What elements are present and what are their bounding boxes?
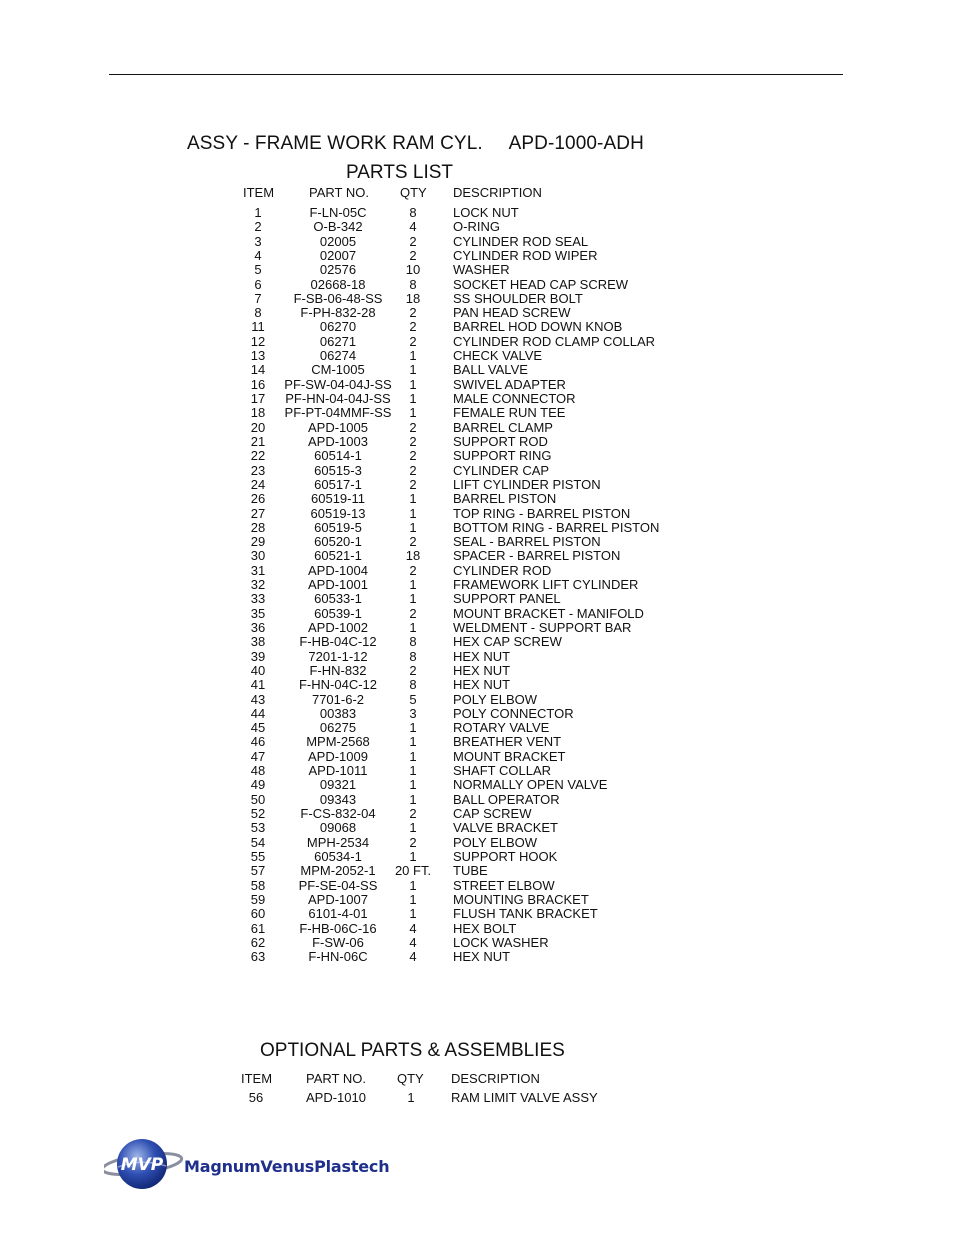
- part-no-cell: F-SW-06: [312, 934, 364, 950]
- description-cell: LOCK WASHER: [453, 934, 549, 950]
- part-no-cell: 60519-11: [311, 491, 365, 507]
- item-cell: 33: [250, 591, 266, 607]
- description-cell: CYLINDER ROD CLAMP COLLAR: [453, 333, 656, 349]
- qty-cell: 2: [409, 476, 417, 492]
- item-cell: 59: [250, 891, 266, 907]
- table-row: [0, 821, 954, 835]
- table-row: [0, 478, 954, 492]
- item-cell: 41: [250, 677, 266, 693]
- top-rule: [109, 74, 843, 75]
- table-row: [0, 206, 954, 220]
- part-no-cell: F-HN-06C: [308, 949, 368, 965]
- table-row: [0, 735, 954, 749]
- description-cell: HEX CAP SCREW: [453, 634, 562, 650]
- item-cell: 4: [254, 247, 262, 263]
- part-no-cell: 09068: [319, 820, 357, 836]
- part-no-cell: 09321: [319, 777, 357, 793]
- item-cell: 17: [250, 391, 266, 407]
- item-cell: 43: [250, 691, 266, 707]
- table-row: [0, 793, 954, 807]
- qty-cell: 1: [409, 820, 417, 836]
- item-cell: 7: [254, 290, 262, 306]
- item-cell: 3: [254, 233, 262, 249]
- part-no-cell: APD-1002: [308, 619, 368, 635]
- item-cell: 27: [250, 505, 266, 521]
- qty-cell: 8: [409, 205, 417, 220]
- opt-header-item: ITEM: [241, 1071, 273, 1086]
- item-cell: 2: [254, 219, 262, 235]
- item-cell: 11: [251, 319, 265, 335]
- item-cell: 57: [250, 863, 266, 879]
- item-cell: 23: [250, 462, 266, 478]
- opt-header-description: DESCRIPTION: [451, 1071, 540, 1086]
- qty-cell: 1: [409, 891, 417, 907]
- item-cell: 60: [250, 906, 266, 922]
- qty-cell: 1: [409, 906, 417, 922]
- item-cell: 44: [250, 705, 266, 721]
- part-no-cell: MPM-2568: [306, 734, 370, 750]
- table-row: [0, 721, 954, 735]
- description-cell: STREET ELBOW: [453, 877, 555, 893]
- header-part-no: PART NO.: [309, 185, 369, 200]
- description-cell: CYLINDER ROD WIPER: [453, 247, 598, 263]
- part-no-cell: 06275: [319, 720, 357, 736]
- part-no-cell: PF-SE-04-SS: [298, 877, 378, 893]
- description-cell: TOP RING - BARREL PISTON: [453, 505, 631, 521]
- part-no-cell: APD-1001: [308, 577, 368, 593]
- table-row: [0, 278, 954, 292]
- description-cell: BALL VALVE: [453, 362, 528, 378]
- qty-cell: 20 FT.: [394, 863, 432, 879]
- table-row: [0, 220, 954, 234]
- part-no-cell: APD-1004: [308, 562, 368, 578]
- qty-cell: 2: [409, 419, 417, 435]
- description-cell: HEX NUT: [453, 677, 511, 693]
- item-cell: 30: [250, 548, 266, 564]
- header-qty: QTY: [400, 185, 427, 200]
- table-row: [0, 549, 954, 563]
- optional-parts-heading: OPTIONAL PARTS & ASSEMBLIES: [260, 1040, 565, 1061]
- table-row: [0, 850, 954, 864]
- description-cell: LOCK NUT: [453, 205, 519, 220]
- item-cell: 32: [250, 577, 266, 593]
- part-no-cell: MPM-2052-1: [300, 863, 376, 879]
- description-cell: CYLINDER ROD SEAL: [453, 233, 589, 249]
- description-cell: HEX NUT: [453, 949, 511, 965]
- description-cell: BALL OPERATOR: [453, 791, 560, 807]
- table-row: [0, 807, 954, 821]
- mvp-globe-icon: [104, 1136, 188, 1198]
- description-cell: LIFT CYLINDER PISTON: [453, 476, 601, 492]
- table-row: [0, 1091, 954, 1105]
- table-row: [0, 592, 954, 606]
- qty-cell: 1: [409, 748, 417, 764]
- part-no-cell: PF-SW-04-04J-SS: [284, 376, 392, 392]
- item-cell: 1: [254, 205, 262, 220]
- table-row: [0, 421, 954, 435]
- table-row: [0, 922, 954, 936]
- description-cell: FEMALE RUN TEE: [453, 405, 566, 421]
- part-no-cell: 09343: [319, 791, 357, 807]
- description-cell: VALVE BRACKET: [453, 820, 558, 836]
- table-row: [0, 392, 954, 406]
- item-cell: 61: [250, 920, 266, 936]
- qty-cell: 3: [409, 705, 417, 721]
- part-no-cell: 7201-1-12: [308, 648, 368, 664]
- qty-cell: 4: [409, 934, 417, 950]
- item-cell: 31: [250, 562, 266, 578]
- description-cell: HEX BOLT: [453, 920, 517, 936]
- table-row: [0, 936, 954, 950]
- item-cell: 47: [250, 748, 266, 764]
- description-cell: WELDMENT - SUPPORT BAR: [453, 619, 632, 635]
- header-description: DESCRIPTION: [453, 185, 542, 200]
- qty-cell: 1: [409, 720, 417, 736]
- description-cell: SWIVEL ADAPTER: [453, 376, 566, 392]
- table-row: [0, 707, 954, 721]
- qty-cell: 8: [409, 677, 417, 693]
- description-cell: POLY ELBOW: [453, 834, 538, 850]
- item-cell: 22: [250, 448, 266, 464]
- description-cell: CAP SCREW: [453, 806, 532, 822]
- part-no-cell: 60519-5: [314, 519, 362, 535]
- qty-cell: 1: [409, 491, 417, 507]
- table-row: [0, 263, 954, 277]
- qty-cell: 2: [409, 662, 417, 678]
- item-cell: 48: [250, 763, 266, 779]
- table-row: [0, 635, 954, 649]
- qty-cell: 1: [409, 362, 417, 378]
- description-cell: BARREL HOD DOWN KNOB: [453, 319, 623, 335]
- table-row: [0, 578, 954, 592]
- part-no-cell: 60521-1: [314, 548, 362, 564]
- table-row: [0, 907, 954, 921]
- item-cell: 21: [250, 433, 266, 449]
- part-no-cell: 60519-13: [310, 505, 366, 521]
- description-cell: BARREL PISTON: [453, 491, 557, 507]
- part-no-cell: 06271: [319, 333, 357, 349]
- description-cell: RAM LIMIT VALVE ASSY: [451, 1090, 598, 1105]
- item-cell: 39: [250, 648, 266, 664]
- item-cell: 13: [250, 348, 266, 364]
- qty-cell: 1: [409, 577, 417, 593]
- table-row: [0, 750, 954, 764]
- qty-cell: 1: [409, 391, 417, 407]
- qty-cell: 2: [409, 448, 417, 464]
- table-row: [0, 292, 954, 306]
- qty-cell: 1: [409, 877, 417, 893]
- part-no-cell: 60534-1: [314, 848, 362, 864]
- table-row: [0, 335, 954, 349]
- item-cell: 40: [250, 662, 266, 678]
- description-cell: MOUNT BRACKET - MANIFOLD: [453, 605, 644, 621]
- description-cell: SHAFT COLLAR: [453, 763, 552, 779]
- description-cell: SS SHOULDER BOLT: [453, 290, 583, 306]
- qty-cell: 18: [405, 548, 421, 564]
- qty-cell: 18: [405, 290, 421, 306]
- qty-cell: 2: [409, 319, 417, 335]
- qty-cell: 1: [407, 1090, 415, 1105]
- part-no-cell: 60520-1: [314, 534, 362, 550]
- qty-cell: 1: [409, 505, 417, 521]
- item-cell: 16: [250, 376, 266, 392]
- description-cell: BREATHER VENT: [453, 734, 562, 750]
- description-cell: ROTARY VALVE: [453, 720, 550, 736]
- part-no-cell: F-CS-832-04: [300, 806, 376, 822]
- table-row: [0, 521, 954, 535]
- part-no-cell: APD-1010: [306, 1090, 366, 1105]
- part-no-cell: APD-1003: [308, 433, 368, 449]
- part-no-cell: APD-1005: [308, 419, 368, 435]
- item-cell: 46: [250, 734, 266, 750]
- part-no-cell: CM-1005: [311, 362, 365, 378]
- part-no-cell: APD-1009: [308, 748, 368, 764]
- part-no-cell: MPH-2534: [306, 834, 370, 850]
- description-cell: SUPPORT ROD: [453, 433, 548, 449]
- description-cell: SUPPORT RING: [453, 448, 552, 464]
- part-no-cell: 02576: [319, 262, 357, 278]
- description-cell: SOCKET HEAD CAP SCREW: [453, 276, 629, 292]
- description-cell: NORMALLY OPEN VALVE: [453, 777, 608, 793]
- part-no-cell: 60539-1: [314, 605, 362, 621]
- description-cell: CYLINDER ROD: [453, 562, 552, 578]
- table-row: [0, 678, 954, 692]
- table-row: [0, 507, 954, 521]
- description-cell: POLY CONNECTOR: [453, 705, 574, 721]
- description-cell: BOTTOM RING - BARREL PISTON: [453, 519, 660, 535]
- table-row: [0, 320, 954, 334]
- qty-cell: 2: [409, 305, 417, 321]
- qty-cell: 5: [409, 691, 417, 707]
- qty-cell: 1: [409, 405, 417, 421]
- item-cell: 6: [254, 276, 262, 292]
- item-cell: 56: [248, 1090, 264, 1105]
- part-no-cell: F-LN-05C: [309, 205, 367, 220]
- opt-header-qty: QTY: [397, 1071, 424, 1086]
- item-cell: 29: [250, 534, 266, 550]
- qty-cell: 2: [409, 605, 417, 621]
- description-cell: POLY ELBOW: [453, 691, 538, 707]
- table-row: [0, 621, 954, 635]
- description-cell: BARREL CLAMP: [453, 419, 553, 435]
- part-no-cell: F-HB-04C-12: [299, 634, 377, 650]
- item-cell: 28: [250, 519, 266, 535]
- table-row: [0, 564, 954, 578]
- item-cell: 62: [250, 934, 266, 950]
- part-no-cell: F-PH-832-28: [300, 305, 376, 321]
- table-row: [0, 950, 954, 964]
- description-cell: FRAMEWORK LIFT CYLINDER: [453, 577, 639, 593]
- description-cell: MOUNT BRACKET: [453, 748, 566, 764]
- assembly-title: ASSY - FRAME WORK RAM CYL. APD-1000-ADH: [187, 133, 644, 154]
- item-cell: 20: [250, 419, 266, 435]
- table-row: [0, 306, 954, 320]
- part-no-cell: 02007: [319, 247, 357, 263]
- part-no-cell: 06274: [319, 348, 357, 364]
- part-no-cell: APD-1011: [308, 763, 368, 779]
- description-cell: SUPPORT PANEL: [453, 591, 561, 607]
- item-cell: 14: [250, 362, 266, 378]
- qty-cell: 1: [409, 763, 417, 779]
- description-cell: HEX NUT: [453, 648, 511, 664]
- item-cell: 24: [250, 476, 266, 492]
- item-cell: 49: [250, 777, 266, 793]
- qty-cell: 1: [409, 376, 417, 392]
- part-no-cell: APD-1007: [308, 891, 368, 907]
- item-cell: 5: [254, 262, 262, 278]
- qty-cell: 2: [409, 534, 417, 550]
- qty-cell: 2: [409, 233, 417, 249]
- table-row: [0, 535, 954, 549]
- table-row: [0, 464, 954, 478]
- description-cell: MOUNTING BRACKET: [453, 891, 589, 907]
- table-row: [0, 363, 954, 377]
- qty-cell: 1: [409, 348, 417, 364]
- table-row: [0, 249, 954, 263]
- qty-cell: 1: [409, 777, 417, 793]
- item-cell: 36: [250, 619, 266, 635]
- part-no-cell: F-HN-04C-12: [298, 677, 377, 693]
- part-no-cell: 60517-1: [314, 476, 362, 492]
- table-row: [0, 406, 954, 420]
- description-cell: CYLINDER CAP: [453, 462, 550, 478]
- part-no-cell: 6101-4-01: [308, 906, 368, 922]
- qty-cell: 4: [409, 219, 417, 235]
- item-cell: 53: [250, 820, 266, 836]
- part-no-cell: 7701-6-2: [311, 691, 365, 707]
- part-no-cell: PF-PT-04MMF-SS: [284, 405, 392, 421]
- description-cell: MALE CONNECTOR: [453, 391, 576, 407]
- qty-cell: 2: [409, 462, 417, 478]
- description-cell: WASHER: [453, 262, 510, 278]
- table-row: [0, 664, 954, 678]
- part-no-cell: PF-HN-04-04J-SS: [285, 391, 391, 407]
- qty-cell: 2: [409, 333, 417, 349]
- part-no-cell: F-HB-06C-16: [299, 920, 377, 936]
- item-cell: 54: [250, 834, 266, 850]
- item-cell: 8: [254, 305, 262, 321]
- table-row: [0, 836, 954, 850]
- table-row: [0, 778, 954, 792]
- company-logo: [104, 1136, 404, 1198]
- parts-list-heading: PARTS LIST: [346, 162, 453, 183]
- item-cell: 38: [250, 634, 266, 650]
- table-row: [0, 693, 954, 707]
- qty-cell: 4: [409, 949, 417, 965]
- item-cell: 26: [250, 491, 266, 507]
- part-no-cell: F-SB-06-48-SS: [293, 290, 383, 306]
- qty-cell: 1: [409, 591, 417, 607]
- table-row: [0, 349, 954, 363]
- qty-cell: 2: [409, 806, 417, 822]
- item-cell: 12: [250, 333, 266, 349]
- item-cell: 58: [250, 877, 266, 893]
- table-row: [0, 449, 954, 463]
- opt-header-part-no: PART NO.: [306, 1071, 366, 1086]
- description-cell: CHECK VALVE: [453, 348, 543, 364]
- item-cell: 45: [250, 720, 266, 736]
- qty-cell: 1: [409, 519, 417, 535]
- table-row: [0, 435, 954, 449]
- part-no-cell: 06270: [319, 319, 357, 335]
- description-cell: O-RING: [453, 219, 500, 235]
- table-row: [0, 893, 954, 907]
- description-cell: FLUSH TANK BRACKET: [453, 906, 598, 922]
- qty-cell: 1: [409, 619, 417, 635]
- qty-cell: 2: [409, 834, 417, 850]
- description-cell: SPACER - BARREL PISTON: [453, 548, 621, 564]
- description-cell: SUPPORT HOOK: [453, 848, 558, 864]
- item-cell: 18: [250, 405, 266, 421]
- qty-cell: 2: [409, 247, 417, 263]
- table-row: [0, 378, 954, 392]
- item-cell: 52: [250, 806, 266, 822]
- qty-cell: 1: [409, 848, 417, 864]
- item-cell: 55: [250, 848, 266, 864]
- part-no-cell: O-B-342: [313, 219, 363, 235]
- header-item: ITEM: [243, 185, 275, 200]
- part-no-cell: 02668-18: [310, 276, 366, 292]
- table-row: [0, 235, 954, 249]
- description-cell: PAN HEAD SCREW: [453, 305, 571, 321]
- qty-cell: 8: [409, 634, 417, 650]
- item-cell: 35: [250, 605, 266, 621]
- qty-cell: 1: [409, 791, 417, 807]
- description-cell: SEAL - BARREL PISTON: [453, 534, 601, 550]
- description-cell: HEX NUT: [453, 662, 511, 678]
- qty-cell: 8: [409, 648, 417, 664]
- table-row: [0, 607, 954, 621]
- part-no-cell: 60515-3: [314, 462, 362, 478]
- description-cell: TUBE: [453, 863, 488, 879]
- qty-cell: 2: [409, 562, 417, 578]
- qty-cell: 1: [409, 734, 417, 750]
- qty-cell: 8: [409, 276, 417, 292]
- part-no-cell: 60533-1: [314, 591, 362, 607]
- part-no-cell: F-HN-832: [309, 662, 367, 678]
- part-no-cell: 60514-1: [314, 448, 362, 464]
- table-row: [0, 879, 954, 893]
- table-row: [0, 650, 954, 664]
- qty-cell: 2: [409, 433, 417, 449]
- logo-wordmark: MagnumVenusPlastech: [184, 1157, 390, 1176]
- table-row: [0, 764, 954, 778]
- logo-badge-text: MVP: [120, 1155, 164, 1175]
- table-row: [0, 492, 954, 506]
- table-row: [0, 864, 954, 878]
- part-no-cell: 00383: [319, 705, 357, 721]
- part-no-cell: 02005: [319, 233, 357, 249]
- qty-cell: 4: [409, 920, 417, 936]
- item-cell: 63: [250, 949, 266, 965]
- qty-cell: 10: [405, 262, 421, 278]
- item-cell: 50: [250, 791, 266, 807]
